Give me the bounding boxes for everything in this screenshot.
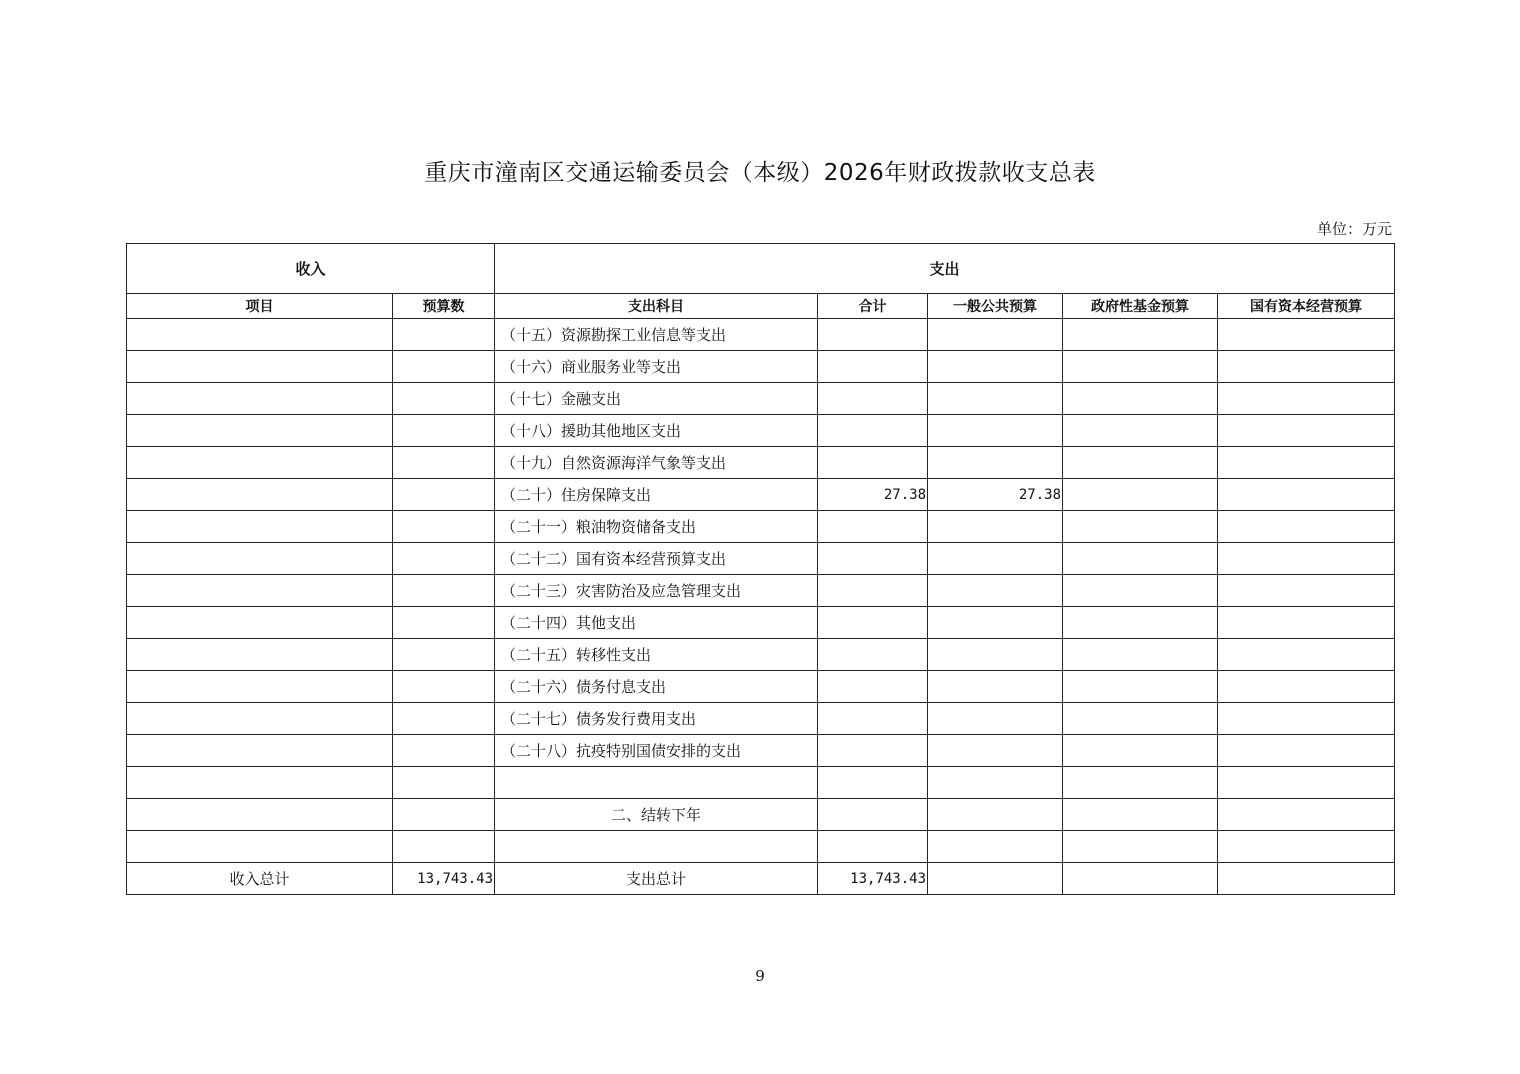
gov-fund-cell bbox=[1063, 607, 1218, 639]
gov-fund-cell bbox=[1063, 703, 1218, 735]
state-capital-cell bbox=[1218, 735, 1395, 767]
income-budget-cell bbox=[393, 639, 495, 671]
expense-total-cell bbox=[818, 447, 928, 479]
income-budget-cell bbox=[393, 447, 495, 479]
income-item-cell bbox=[127, 575, 393, 607]
income-item-cell bbox=[127, 639, 393, 671]
expense-subject-cell: （二十八）抗疫特别国债安排的支出 bbox=[495, 735, 818, 767]
gov-fund-cell bbox=[1063, 479, 1218, 511]
general-budget-cell bbox=[928, 639, 1063, 671]
state-capital-cell bbox=[1218, 863, 1395, 895]
state-capital-cell bbox=[1218, 319, 1395, 351]
table-row bbox=[127, 863, 1395, 895]
income-item-cell bbox=[127, 415, 393, 447]
state-capital-cell bbox=[1218, 447, 1395, 479]
gov-fund-cell bbox=[1063, 735, 1218, 767]
income-item-cell bbox=[127, 447, 393, 479]
general-budget-cell bbox=[928, 575, 1063, 607]
expense-total-value: 13,743.43 bbox=[818, 863, 928, 895]
general-budget-cell bbox=[928, 511, 1063, 543]
expense-subject-cell: （二十七）债务发行费用支出 bbox=[495, 703, 818, 735]
table-row bbox=[127, 671, 1395, 703]
header-row-1 bbox=[127, 244, 1395, 294]
page-number: 9 bbox=[755, 967, 765, 985]
general-budget-cell bbox=[928, 383, 1063, 415]
gov-fund-cell bbox=[1063, 415, 1218, 447]
table-row bbox=[127, 319, 1395, 351]
income-item-cell bbox=[127, 511, 393, 543]
expense-total-cell bbox=[818, 703, 928, 735]
income-item-cell bbox=[127, 671, 393, 703]
state-capital-header: 国有资本经营预算 bbox=[1218, 294, 1395, 319]
gov-fund-cell bbox=[1063, 511, 1218, 543]
expense-total-cell bbox=[818, 799, 928, 831]
subject-header: 支出科目 bbox=[495, 294, 818, 319]
expense-subject-cell: （二十五）转移性支出 bbox=[495, 639, 818, 671]
state-capital-cell bbox=[1218, 799, 1395, 831]
table-row bbox=[127, 415, 1395, 447]
income-item-cell bbox=[127, 799, 393, 831]
gov-fund-cell bbox=[1063, 671, 1218, 703]
general-budget-cell bbox=[928, 863, 1063, 895]
income-budget-cell bbox=[393, 511, 495, 543]
income-budget-cell bbox=[393, 767, 495, 799]
gov-fund-cell bbox=[1063, 639, 1218, 671]
income-budget-cell bbox=[393, 383, 495, 415]
expense-total-label: 支出总计 bbox=[495, 863, 818, 895]
state-capital-cell bbox=[1218, 543, 1395, 575]
expense-total-cell: 27.38 bbox=[818, 479, 928, 511]
income-item-cell bbox=[127, 831, 393, 863]
income-item-cell bbox=[127, 543, 393, 575]
income-item-cell bbox=[127, 735, 393, 767]
general-budget-cell bbox=[928, 447, 1063, 479]
expense-total-cell bbox=[818, 415, 928, 447]
income-item-cell bbox=[127, 703, 393, 735]
general-budget-cell bbox=[928, 799, 1063, 831]
state-capital-cell bbox=[1218, 831, 1395, 863]
table-row bbox=[127, 479, 1395, 511]
expense-subject-cell bbox=[495, 831, 818, 863]
income-budget-cell bbox=[393, 351, 495, 383]
expense-total-cell bbox=[818, 319, 928, 351]
income-item-cell bbox=[127, 767, 393, 799]
table-row bbox=[127, 799, 1395, 831]
gov-fund-cell bbox=[1063, 351, 1218, 383]
gov-fund-cell bbox=[1063, 383, 1218, 415]
income-budget-cell bbox=[393, 671, 495, 703]
expense-total-cell bbox=[818, 511, 928, 543]
income-budget-cell bbox=[393, 607, 495, 639]
general-budget-cell bbox=[928, 607, 1063, 639]
general-budget-cell bbox=[928, 415, 1063, 447]
expense-subject-cell: （二十六）债务付息支出 bbox=[495, 671, 818, 703]
expense-subject-cell: （十七）金融支出 bbox=[495, 383, 818, 415]
expense-total-cell bbox=[818, 383, 928, 415]
unit-label: 单位：万元 bbox=[1316, 220, 1392, 238]
gov-fund-cell bbox=[1063, 831, 1218, 863]
general-budget-cell bbox=[928, 703, 1063, 735]
expense-total-cell bbox=[818, 671, 928, 703]
income-budget-cell bbox=[393, 799, 495, 831]
total-header: 合计 bbox=[818, 294, 928, 319]
state-capital-cell bbox=[1218, 607, 1395, 639]
expense-total-cell bbox=[818, 639, 928, 671]
budget-table bbox=[126, 243, 1395, 895]
income-item-cell bbox=[127, 319, 393, 351]
gov-fund-cell bbox=[1063, 543, 1218, 575]
gov-fund-cell bbox=[1063, 575, 1218, 607]
income-budget-cell bbox=[393, 735, 495, 767]
expense-total-cell bbox=[818, 351, 928, 383]
income-item-cell bbox=[127, 351, 393, 383]
general-budget-cell bbox=[928, 319, 1063, 351]
general-budget-cell: 27.38 bbox=[928, 479, 1063, 511]
expense-subject-cell: （二十四）其他支出 bbox=[495, 607, 818, 639]
state-capital-cell bbox=[1218, 639, 1395, 671]
income-total-value: 13,743.43 bbox=[393, 863, 495, 895]
state-capital-cell bbox=[1218, 703, 1395, 735]
expense-subject-cell: （十六）商业服务业等支出 bbox=[495, 351, 818, 383]
income-item-cell bbox=[127, 607, 393, 639]
table-row bbox=[127, 543, 1395, 575]
state-capital-cell bbox=[1218, 671, 1395, 703]
expense-total-cell bbox=[818, 831, 928, 863]
document-title: 重庆市潼南区交通运输委员会（本级）2026年财政拨款收支总表 bbox=[424, 160, 1096, 186]
table-row bbox=[127, 639, 1395, 671]
expense-subject-cell: （十九）自然资源海洋气象等支出 bbox=[495, 447, 818, 479]
header-row-2 bbox=[127, 294, 1395, 319]
expense-subject-cell: （十八）援助其他地区支出 bbox=[495, 415, 818, 447]
gov-fund-cell bbox=[1063, 799, 1218, 831]
income-budget-cell bbox=[393, 479, 495, 511]
expense-subject-cell: （二十二）国有资本经营预算支出 bbox=[495, 543, 818, 575]
expense-subject-cell: （二十）住房保障支出 bbox=[495, 479, 818, 511]
income-budget-cell bbox=[393, 703, 495, 735]
income-item-cell bbox=[127, 383, 393, 415]
gov-fund-cell bbox=[1063, 447, 1218, 479]
table-row bbox=[127, 447, 1395, 479]
item-header: 项目 bbox=[127, 294, 393, 319]
expense-total-cell bbox=[818, 607, 928, 639]
expense-subject-cell bbox=[495, 767, 818, 799]
expense-total-cell bbox=[818, 735, 928, 767]
state-capital-cell bbox=[1218, 415, 1395, 447]
general-budget-cell bbox=[928, 671, 1063, 703]
table-row bbox=[127, 767, 1395, 799]
table-row bbox=[127, 831, 1395, 863]
table-row bbox=[127, 607, 1395, 639]
general-budget-cell bbox=[928, 767, 1063, 799]
state-capital-cell bbox=[1218, 511, 1395, 543]
state-capital-cell bbox=[1218, 479, 1395, 511]
income-budget-cell bbox=[393, 831, 495, 863]
state-capital-cell bbox=[1218, 575, 1395, 607]
gov-fund-cell bbox=[1063, 319, 1218, 351]
gov-fund-cell bbox=[1063, 863, 1218, 895]
expense-total-cell bbox=[818, 575, 928, 607]
gov-fund-cell bbox=[1063, 767, 1218, 799]
expense-total-cell bbox=[818, 543, 928, 575]
income-item-cell bbox=[127, 479, 393, 511]
state-capital-cell bbox=[1218, 767, 1395, 799]
income-budget-cell bbox=[393, 415, 495, 447]
general-budget-cell bbox=[928, 831, 1063, 863]
general-budget-header: 一般公共预算 bbox=[928, 294, 1063, 319]
general-budget-cell bbox=[928, 543, 1063, 575]
table-row bbox=[127, 575, 1395, 607]
income-budget-cell bbox=[393, 575, 495, 607]
income-budget-cell bbox=[393, 319, 495, 351]
expense-header: 支出 bbox=[495, 244, 1395, 294]
expense-subject-cell: （二十一）粮油物资储备支出 bbox=[495, 511, 818, 543]
gov-fund-header: 政府性基金预算 bbox=[1063, 294, 1218, 319]
general-budget-cell bbox=[928, 351, 1063, 383]
carry-forward-label: 二、结转下年 bbox=[495, 799, 818, 831]
table-row bbox=[127, 735, 1395, 767]
table-row bbox=[127, 703, 1395, 735]
table-row bbox=[127, 383, 1395, 415]
state-capital-cell bbox=[1218, 351, 1395, 383]
table-row bbox=[127, 511, 1395, 543]
table-row bbox=[127, 351, 1395, 383]
expense-total-cell bbox=[818, 767, 928, 799]
income-header: 收入 bbox=[127, 244, 495, 294]
expense-subject-cell: （十五）资源勘探工业信息等支出 bbox=[495, 319, 818, 351]
budget-header: 预算数 bbox=[393, 294, 495, 319]
income-budget-cell bbox=[393, 543, 495, 575]
state-capital-cell bbox=[1218, 383, 1395, 415]
general-budget-cell bbox=[928, 735, 1063, 767]
income-total-label: 收入总计 bbox=[127, 863, 393, 895]
expense-subject-cell: （二十三）灾害防治及应急管理支出 bbox=[495, 575, 818, 607]
